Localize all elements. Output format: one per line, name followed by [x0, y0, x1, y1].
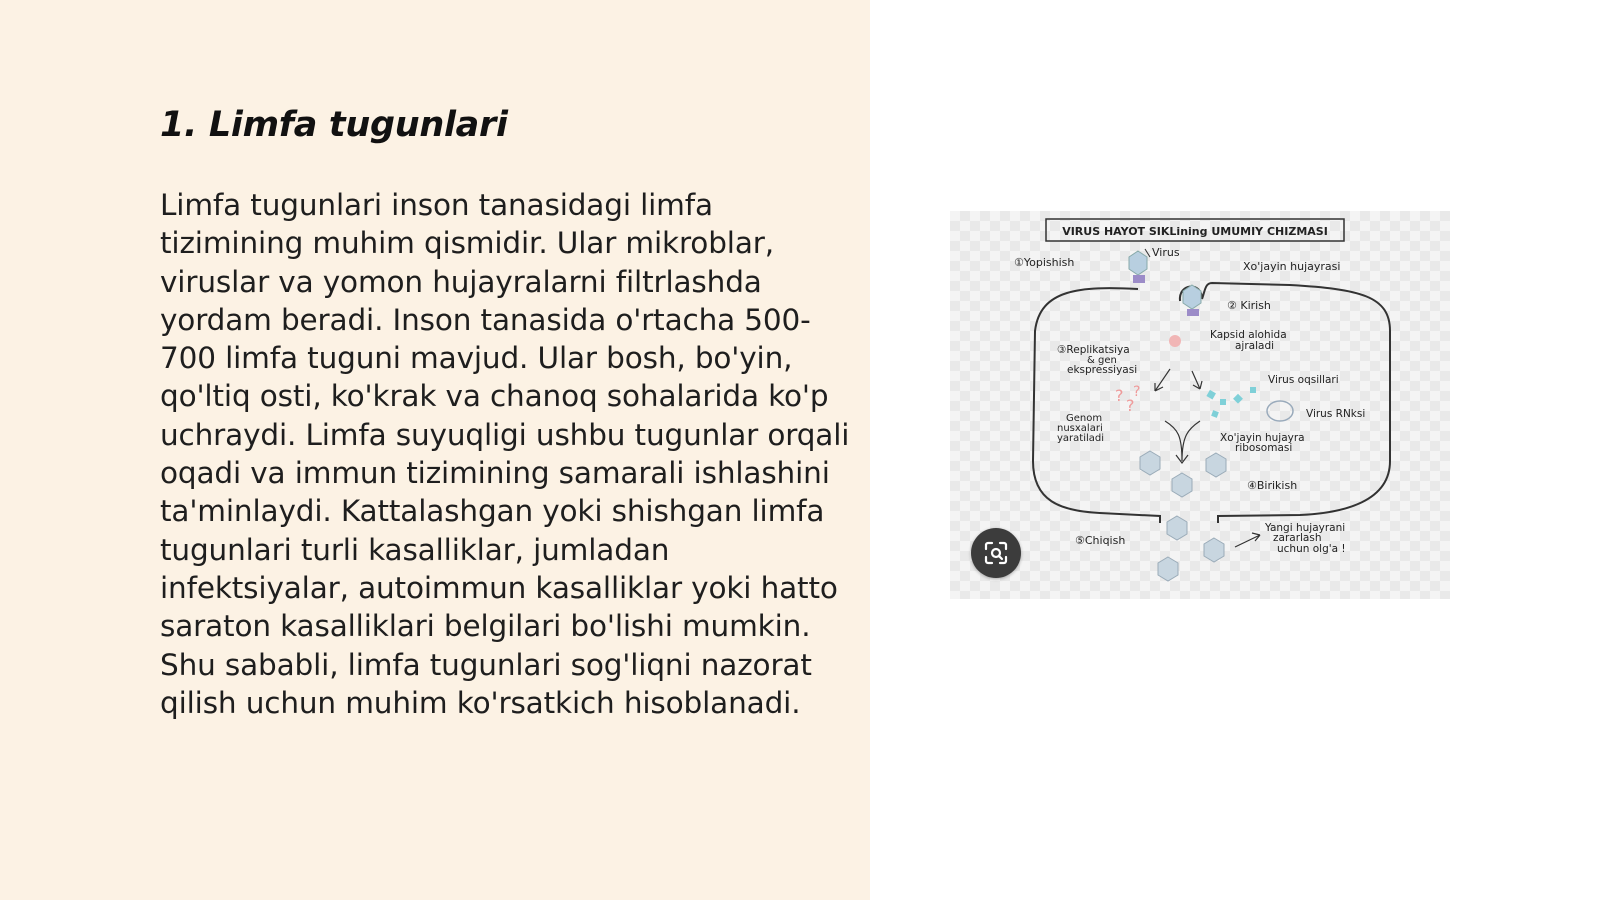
svg-text:?: ? — [1133, 384, 1141, 400]
viral-proteins — [1206, 387, 1256, 418]
virus-lifecycle-diagram — [950, 211, 1450, 599]
label-genome-line1: Genom — [1066, 413, 1103, 424]
label-replication-line3: ekspressiyasi — [1067, 364, 1138, 376]
label-step-release: ⑤Chiqish — [1075, 534, 1126, 547]
cell-membrane-left — [1033, 288, 1160, 523]
label-replication-line2: & gen — [1087, 355, 1117, 366]
label-ribosome-line2: ribosomasi — [1235, 442, 1293, 454]
arrow-expression — [1192, 371, 1202, 389]
label-step-entry: ② Kirish — [1227, 299, 1271, 312]
lens-search-button[interactable] — [971, 528, 1021, 578]
label-capsid-line2: ajraladi — [1235, 340, 1275, 352]
label-capsid-line1: Kapsid alohida — [1210, 329, 1287, 341]
capsid-fragment — [1169, 335, 1181, 347]
arrow-release — [1235, 533, 1260, 547]
arrow-replication — [1155, 369, 1170, 391]
svg-text:?: ? — [1126, 396, 1135, 415]
diagram-drawing — [950, 211, 1450, 599]
label-new-line2: zararlash — [1273, 532, 1322, 544]
arrow-assembly — [1165, 421, 1200, 463]
label-ribosome-line1: Xo'jayin hujayra — [1220, 432, 1305, 444]
label-genome-line3: yaratiladi — [1057, 433, 1105, 444]
lens-search-icon — [983, 540, 1009, 566]
slide-heading: 1. Limfa tugunlari — [160, 105, 508, 145]
label-new-line3: uchun olg'a ! — [1277, 543, 1346, 555]
virus-entering — [1183, 285, 1201, 316]
label-genome-line2: nusxalari — [1057, 423, 1103, 434]
label-step-assembly: ④Birikish — [1247, 479, 1298, 492]
label-viral-proteins: Virus oqsillari — [1268, 374, 1339, 386]
virus-attached — [1129, 251, 1147, 283]
diagram-title: VIRUS HAYOT SIKLining UMUMIY CHIZMASI — [1062, 225, 1328, 238]
label-new-line1: Yangi hujayrani — [1265, 522, 1346, 534]
label-host-cell: Xo'jayin hujayrasi — [1243, 260, 1341, 273]
svg-text:?: ? — [1115, 386, 1124, 405]
label-virus: Virus — [1152, 246, 1180, 259]
label-replication-line1: ③Replikatsiya — [1057, 344, 1130, 356]
label-viral-rna: Virus RNksi — [1306, 408, 1366, 420]
label-step-attach: ①Yopishish — [1014, 256, 1075, 269]
genome-copies — [1115, 384, 1140, 415]
ribosome — [1267, 401, 1293, 421]
slide-body-text: Limfa tugunlari inson tanasidagi limfa tizimining muhim qismidir. Ular mikroblar, viruslar va yomon hujayralarni filtrlashda yordam beradi. Inson tanasida o'rtacha 500-700 limfa tuguni mavjud. Ular bosh, bo'yin, qo'ltiq osti, ko'krak va chanoq sohalarida ko'p uchraydi. Limfa suyuqligi ushbu tugunlar orqali oqadi va immun tizimining samarali ishlashini ta'minlaydi. Kattalashgan yoki shishgan limfa tugunlari turli kasalliklar, jumladan infektsiyalar, autoimmun kasalliklar yoki hatto saraton kasalliklari belgilari bo'lishi mumkin. Shu sababli, limfa tugunlari sog'liqni nazorat qilish uchun muhim ko'rsatkich hisoblanadi. — [160, 188, 850, 720]
